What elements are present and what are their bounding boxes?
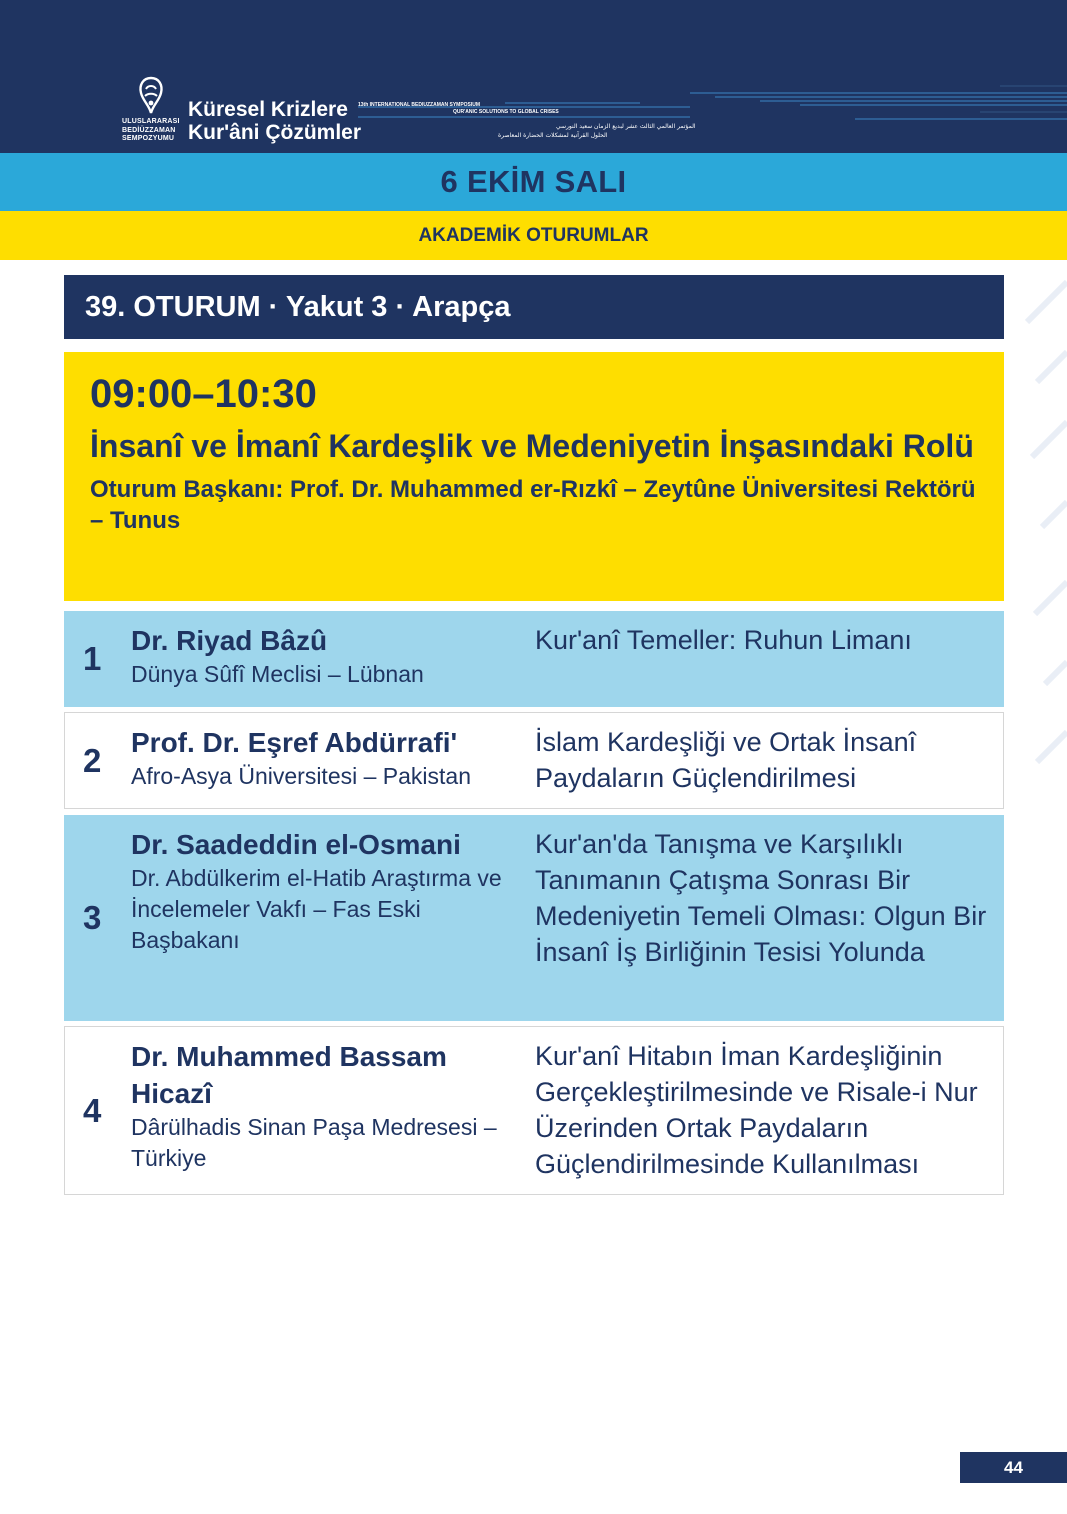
talk-title: Kur'an'da Tanışma ve Karşılıklı Tanımanın Çatışma Sonrası Bir Medeniyetin Temeli Olması: Olgun Bir İnsanî İş Birliğinin Tesisi Yolunda (535, 829, 987, 967)
talk-title: İslam Kardeşliği ve Ortak İnsanî Paydaların Güçlendirilmesi (535, 727, 917, 793)
session-chair: Oturum Başkanı: Prof. Dr. Muhammed er-Rızkî – Zeytûne Üniversitesi Rektörü – Tunus (90, 476, 976, 534)
symposium-logo (122, 76, 182, 144)
day-bar (0, 153, 1067, 211)
session-header (64, 275, 1004, 339)
page-number-box (960, 1452, 1067, 1483)
session-title: 39. OTURUM · Yakut 3 · Arapça (85, 290, 511, 323)
right-edge-decoration (1007, 262, 1067, 822)
speaker-name: Dr. Muhammed Bassam Hicazî (131, 1041, 447, 1109)
speaker-name: Dr. Riyad Bâzû (131, 625, 328, 656)
section-bar (0, 211, 1067, 260)
banner-title-line1: Küresel Krizlere (188, 98, 348, 121)
talk-number: 2 (83, 741, 102, 779)
speaker-affiliation: Dr. Abdülkerim el-Hatib Araştırma ve İncelemeler Vakfı – Fas Eski Başbakanı (131, 865, 502, 953)
logo-text-line2: BEDİÜZZAMAN (122, 127, 176, 134)
talk-row (64, 611, 1004, 707)
top-banner (0, 0, 1067, 153)
speaker-affiliation: Dârülhadis Sinan Paşa Medresesi – Türkiye (131, 1114, 497, 1171)
talk-row (64, 712, 1004, 809)
speaker-affiliation: Afro-Asya Üniversitesi – Pakistan (131, 763, 472, 789)
banner-arabic-line2: الحلول القرآنية لمشكلات الحضارة المعاصرة (498, 132, 608, 139)
logo-text-line3: SEMPOZYUMU (122, 135, 175, 142)
talk-number: 3 (83, 899, 102, 936)
talk-number: 4 (83, 1091, 102, 1129)
day-title: 6 EKİM SALI (440, 164, 627, 199)
banner-english-line2: QUR'ANIC SOLUTIONS TO GLOBAL CRISES (453, 109, 559, 115)
talk-row (64, 815, 1004, 1021)
banner-arabic-line1: المؤتمر العالمي الثالث عشر لبديع الزمان سعيد النورسي (556, 123, 696, 130)
session-info-box (64, 352, 1004, 601)
banner-english-line1: 13th INTERNATIONAL BEDIUZZAMAN SYMPOSIUM (358, 102, 481, 108)
banner-title-line2: Kur'âni Çözümler (188, 121, 362, 144)
talk-title: Kur'anî Hitabın İman Kardeşliğinin Gerçekleştirilmesinde ve Risale-i Nur Üzerinden Ortak Paydaların Güçlendirilmesinde Kullanılması (535, 1041, 978, 1179)
speaker-name: Dr. Saadeddin el-Osmani (131, 829, 461, 860)
section-title: AKADEMİK OTURUMLAR (418, 224, 649, 246)
talk-title: Kur'anî Temeller: Ruhun Limanı (535, 625, 912, 655)
page-number: 44 (1004, 1457, 1023, 1477)
speaker-affiliation: Dünya Sûfî Meclisi – Lübnan (131, 661, 424, 687)
logo-text-line1: ULUSLARARASI (122, 118, 180, 125)
speaker-name: Prof. Dr. Eşref Abdürrafi' (131, 727, 458, 758)
session-topic: İnsanî ve İmanî Kardeşlik ve Medeniyetin İnşasındaki Rolü (90, 428, 974, 464)
session-time: 09:00–10:30 (90, 372, 317, 416)
talk-row (64, 1026, 1004, 1195)
logo-emblem-icon (136, 76, 166, 116)
talk-number: 1 (83, 640, 102, 677)
